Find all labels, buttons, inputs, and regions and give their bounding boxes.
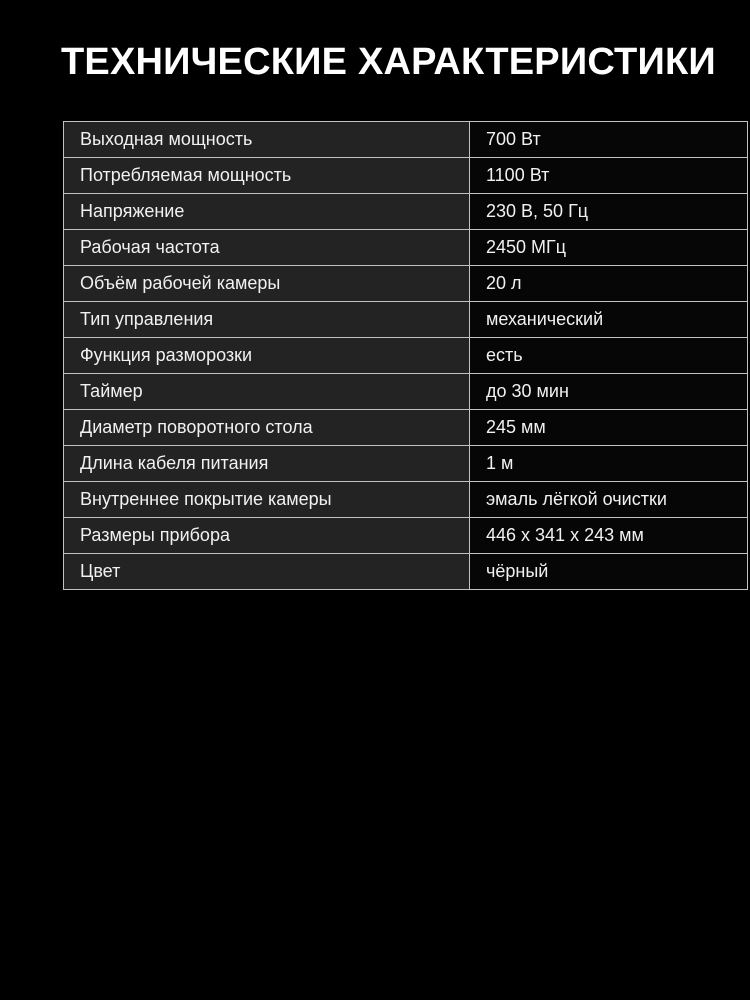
spec-value: до 30 мин: [470, 374, 748, 410]
table-row: [64, 158, 748, 194]
table-row: [64, 446, 748, 482]
spec-label: Напряжение: [64, 194, 470, 230]
table-row: [64, 482, 748, 518]
spec-value: 700 Вт: [470, 122, 748, 158]
table-row: [64, 338, 748, 374]
table-row: [64, 518, 748, 554]
spec-label: Выходная мощность: [64, 122, 470, 158]
spec-label: Тип управления: [64, 302, 470, 338]
table-row: [64, 230, 748, 266]
spec-table: [63, 121, 748, 590]
table-row: [64, 194, 748, 230]
table-row: [64, 122, 748, 158]
spec-label: Объём рабочей камеры: [64, 266, 470, 302]
spec-label: Внутреннее покрытие камеры: [64, 482, 470, 518]
spec-value: 2450 МГц: [470, 230, 748, 266]
table-row: [64, 554, 748, 590]
spec-label: Функция разморозки: [64, 338, 470, 374]
spec-label: Потребляемая мощность: [64, 158, 470, 194]
spec-value: 1 м: [470, 446, 748, 482]
spec-value: 1100 Вт: [470, 158, 748, 194]
spec-value: чёрный: [470, 554, 748, 590]
spec-label: Рабочая частота: [64, 230, 470, 266]
spec-value: 245 мм: [470, 410, 748, 446]
table-row: [64, 302, 748, 338]
spec-table-body: [64, 122, 748, 590]
table-row: [64, 410, 748, 446]
spec-value: 446 x 341 x 243 мм: [470, 518, 748, 554]
spec-value: 20 л: [470, 266, 748, 302]
spec-label: Диаметр поворотного стола: [64, 410, 470, 446]
spec-label: Цвет: [64, 554, 470, 590]
spec-value: 230 В, 50 Гц: [470, 194, 748, 230]
spec-value: механический: [470, 302, 748, 338]
spec-label: Длина кабеля питания: [64, 446, 470, 482]
spec-label: Таймер: [64, 374, 470, 410]
spec-value: есть: [470, 338, 748, 374]
page-title: ТЕХНИЧЕСКИЕ ХАРАКТЕРИСТИКИ: [61, 41, 716, 83]
spec-value: эмаль лёгкой очистки: [470, 482, 748, 518]
table-row: [64, 266, 748, 302]
table-row: [64, 374, 748, 410]
spec-label: Размеры прибора: [64, 518, 470, 554]
